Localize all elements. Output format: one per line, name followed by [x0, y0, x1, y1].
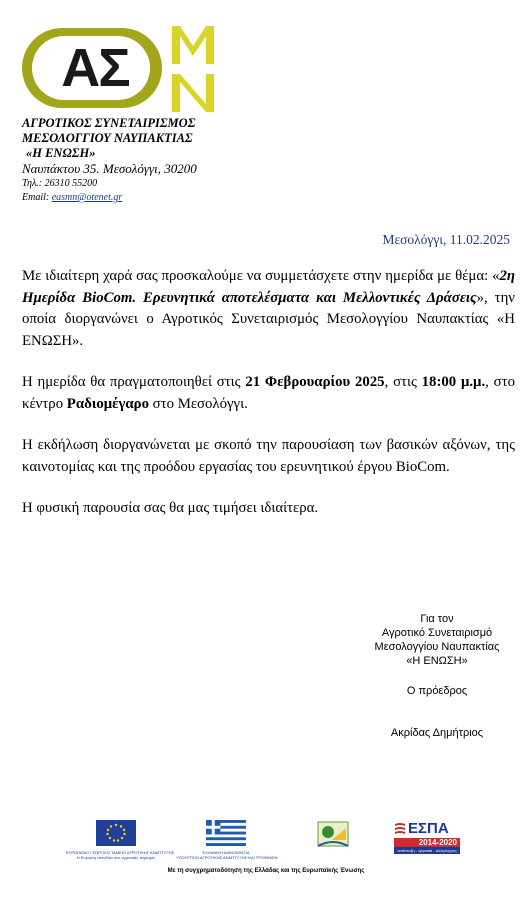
rural-development-logo-icon [316, 820, 350, 854]
paragraph-purpose: Η εκδήλωση διοργανώνεται με σκοπό την παρουσίαση των βασικών αξόνων, της καινοτομίας και της προόδου εργασίας του ερευνητικού έργου BioCom. [22, 437, 515, 475]
eu-caption [66, 850, 175, 860]
event-title: 2η Ημερίδα BioCom. Ερευνητικά αποτελέσματα και Μελλοντικές Δράσεις [22, 268, 515, 306]
event-time: 18:00 μ.μ. [421, 374, 486, 390]
sign-line-4: «Η ΕΝΩΣΗ» [406, 655, 468, 667]
eu-caption-1: ΕΥΡΩΠΑΪΚΟ ΓΕΩΡΓΙΚΟ ΤΑΜΕΙΟ ΑΓΡΟΤΙΚΗΣ ΑΝΑΠΤΥΞΗΣ [66, 850, 175, 855]
paragraph-closing: Η φυσική παρουσία σας θα μας τιμήσει ιδιαίτερα. [22, 500, 319, 516]
event-venue: Ραδιομέγαρο [66, 395, 149, 412]
p2-text-b: , στις [384, 374, 422, 390]
p2-text-a: Η ημερίδα θα πραγματοποιηθεί στις [22, 374, 246, 390]
letter-body [22, 266, 515, 540]
p1-text-a: Με ιδιαίτερη χαρά σας προσκαλούμε να συμμετάσχετε στην ημερίδα με θέμα: « [22, 268, 500, 284]
greek-flag-icon [206, 820, 246, 846]
org-name-line-1: ΑΓΡΟΤΙΚΟΣ ΣΥΝΕΤΑΙΡΙΣΜΟΣ [22, 116, 196, 130]
espa-years: 2014-2020 [394, 838, 460, 847]
espa-title: ΕΣΠΑ [408, 820, 449, 837]
eu-caption-2: Η Ευρώπη επενδύει στις αγροτικές περιοχές [76, 855, 156, 860]
p2-text-c: , στο κέντρο [22, 374, 515, 412]
email-link[interactable]: easmn@otenet.gr [51, 192, 123, 203]
org-name-line-2: ΜΕΣΟΛΟΓΓΙΟΥ ΝΑΥΠΑΚΤΙΑΣ [22, 131, 193, 145]
sign-line-1: Για τον [420, 613, 454, 625]
sign-line-2: Αγροτικό Συνεταιρισμό [381, 627, 493, 639]
org-email-line [22, 191, 197, 205]
signature-heading [362, 612, 512, 668]
logo-text: ΑΣ [61, 38, 129, 98]
org-phone: Τηλ.: 26310 55200 [22, 178, 98, 189]
email-label: Email: [22, 192, 52, 203]
greece-caption [176, 850, 276, 860]
company-logo [22, 22, 218, 114]
signature-name: Ακρίδας Δημήτριος [390, 727, 484, 739]
paragraph-when-where [22, 372, 515, 415]
footer-logos [0, 820, 532, 864]
paragraph-invitation [22, 266, 515, 352]
cofunding-note: Με τη συγχρηματοδότηση της Ελλάδας και της Ευρωπαϊκής Ένωσης [167, 868, 365, 874]
p2-text-d: στο Μεσολόγγι. [148, 395, 248, 412]
letter-date: Μεσολόγγι, 11.02.2025 [382, 232, 510, 247]
espa-logo [394, 820, 460, 854]
p1-text-b: », την οποία διοργανώνει ο Αγροτικός Συνεταιρισμός Μεσολογγίου Ναυπακτίας «Η ΕΝΩΣΗ». [22, 289, 516, 349]
espa-mark-icon [394, 822, 406, 836]
signature-role: Ο πρόεδρος [406, 685, 468, 697]
espa-slogan: ανάπτυξη - εργασία - αλληλεγγύη [394, 847, 460, 854]
eu-flag-icon [96, 820, 136, 846]
organization-header [22, 116, 197, 205]
event-date: 21 Φεβρουαρίου 2025 [245, 374, 385, 390]
gr-caption-1: ΕΛΛΗΝΙΚΗ ΔΗΜΟΚΡΑΤΙΑ [202, 850, 250, 855]
logo-mn-glyphs [170, 24, 216, 114]
sign-line-3: Μεσολογγίου Ναυπακτίας [374, 641, 500, 653]
org-name-line-3: «Η ΕΝΩΣΗ» [26, 146, 96, 160]
gr-caption-2: ΥΠΟΥΡΓΕΙΟ ΑΓΡΟΤΙΚΗΣ ΑΝΑΠΤΥΞΗΣ ΚΑΙ ΤΡΟΦΙΜΩΝ [176, 855, 278, 860]
org-address: Ναυπάκτου 35. Μεσολόγγι, 30200 [22, 161, 197, 176]
